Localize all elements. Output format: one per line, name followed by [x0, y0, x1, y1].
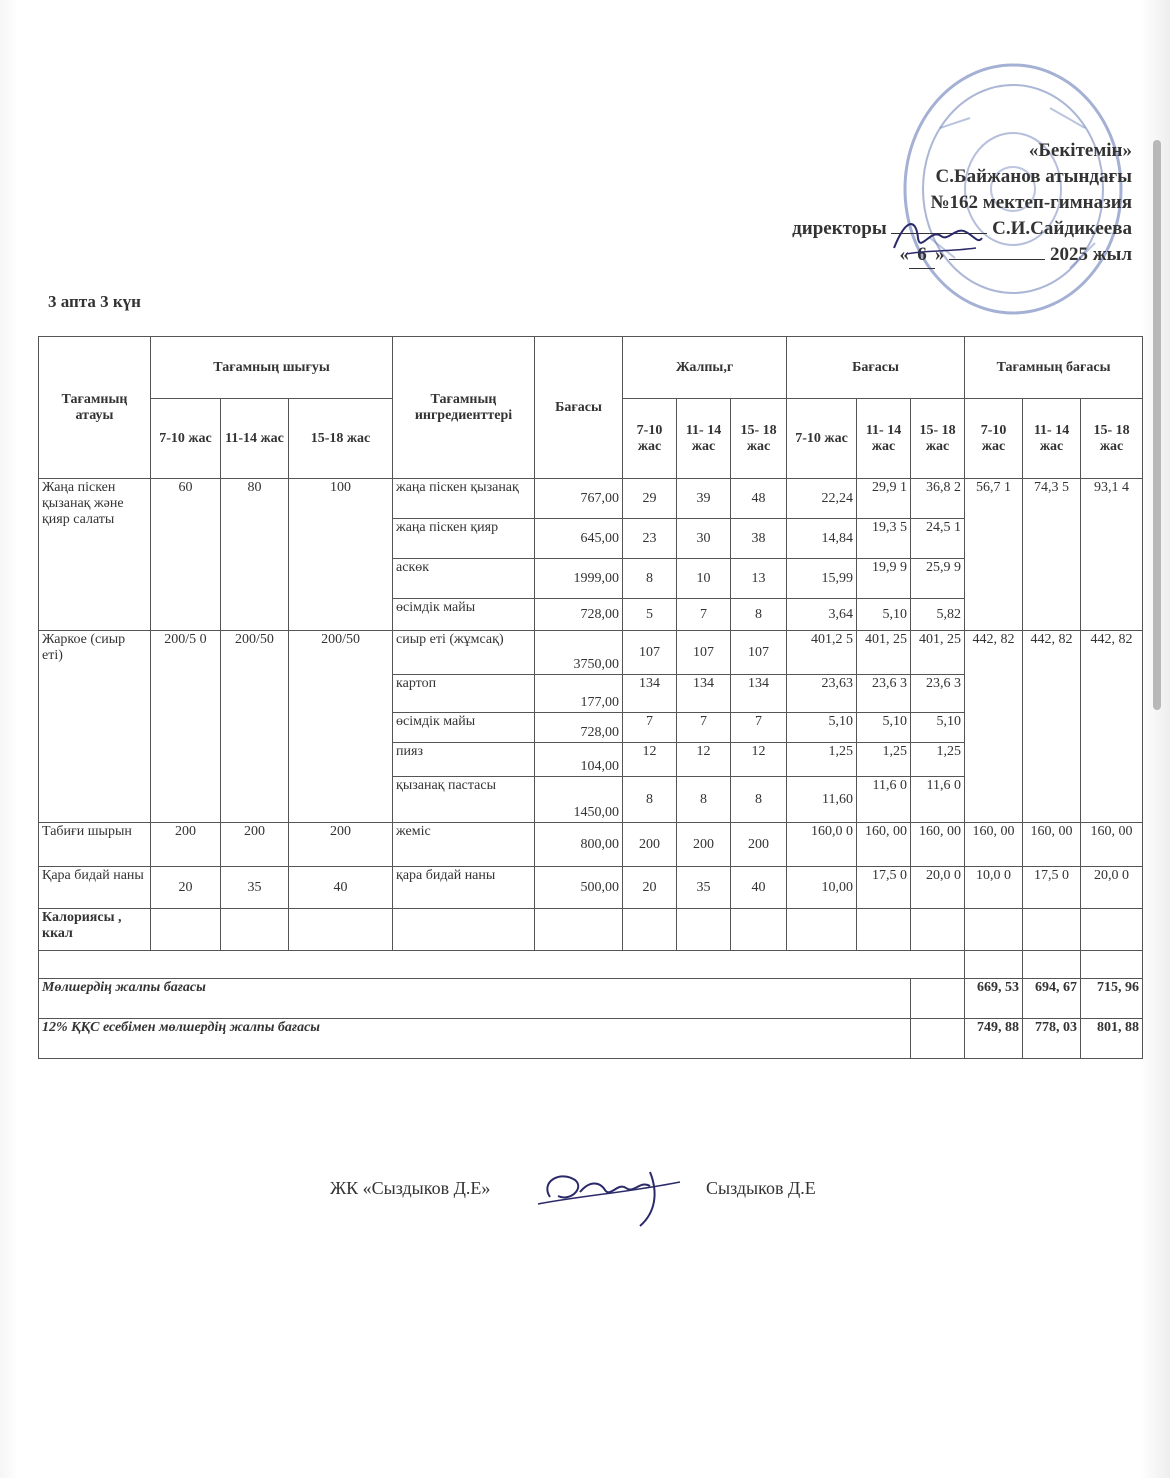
ingredient-cost: 401,2 5 [787, 631, 857, 675]
date-close-quote: » [934, 244, 945, 265]
ingredient-cost: 36,8 2 [911, 479, 965, 519]
header-g-age: 15- 18 жас [731, 399, 787, 479]
ingredient-name: пияз [393, 743, 535, 777]
ingredient-cost: 5,10 [787, 713, 857, 743]
ingredient-g: 200 [731, 823, 787, 867]
header-dishcost-age: 15- 18 жас [1081, 399, 1143, 479]
header-output-age: 15-18 жас [289, 399, 393, 479]
ingredient-name: жаңа піскен қызанақ [393, 479, 535, 519]
dish-name: Жаңа піскен қызанақ және қияр салаты [39, 479, 151, 631]
total-value: 715, 96 [1081, 979, 1143, 1019]
total-label: Мөлшердің жалпы бағасы [39, 979, 911, 1019]
ingredient-name: жеміс [393, 823, 535, 867]
ingredient-g: 107 [623, 631, 677, 675]
ingredient-cost: 1,25 [787, 743, 857, 777]
ingredient-g: 30 [677, 519, 731, 559]
dish-total-cost: 442, 82 [1023, 631, 1081, 823]
dish-total-cost: 56,7 1 [965, 479, 1023, 631]
header-dish-name: Тағамның атауы [39, 337, 151, 479]
dish-total-cost: 17,5 0 [1023, 867, 1081, 909]
ingredient-g: 20 [623, 867, 677, 909]
approval-school-line1: С.Байжанов атындағы [935, 166, 1132, 187]
ingredient-cost: 19,9 9 [857, 559, 911, 599]
ingredient-cost: 160,0 0 [787, 823, 857, 867]
director-signature-icon [886, 208, 986, 268]
calories-row [39, 909, 1143, 951]
ingredient-cost: 25,9 9 [911, 559, 965, 599]
approval-day: 6 [909, 242, 935, 269]
ingredient-name: өсімдік майы [393, 713, 535, 743]
ingredient-name: жаңа піскен қияр [393, 519, 535, 559]
header-dish-cost: Тағамның бағасы [965, 337, 1143, 399]
ingredient-g: 5 [623, 599, 677, 631]
dish-output: 200/50 [221, 631, 289, 823]
header-cost-age: 7-10 жас [787, 399, 857, 479]
ingredient-price: 500,00 [535, 867, 623, 909]
approval-title: «Бекітемін» [1028, 140, 1132, 161]
ingredient-cost: 20,0 0 [911, 867, 965, 909]
ingredient-g: 8 [731, 599, 787, 631]
calories-label: Калориясы , ккал [39, 909, 151, 951]
ingredient-g: 39 [677, 479, 731, 519]
header-cost-age: 11- 14 жас [857, 399, 911, 479]
approval-director-label: директоры [792, 218, 887, 239]
dish-output: 200 [151, 823, 221, 867]
ingredient-g: 23 [623, 519, 677, 559]
header-total-g: Жалпы,г [623, 337, 787, 399]
ingredient-cost: 1,25 [857, 743, 911, 777]
ingredient-cost: 29,9 1 [857, 479, 911, 519]
ingredient-cost: 23,6 3 [857, 675, 911, 713]
ingredient-cost: 401, 25 [857, 631, 911, 675]
ingredient-cost: 14,84 [787, 519, 857, 559]
header-dishcost-age: 7-10 жас [965, 399, 1023, 479]
ingredient-price: 104,00 [535, 743, 623, 777]
dish-total-cost: 442, 82 [1081, 631, 1143, 823]
ingredient-cost: 19,3 5 [857, 519, 911, 559]
dish-output: 200 [221, 823, 289, 867]
ingredient-g: 12 [623, 743, 677, 777]
dish-total-cost: 160, 00 [1023, 823, 1081, 867]
ingredient-g: 8 [623, 777, 677, 823]
header-dishcost-age: 11- 14 жас [1023, 399, 1081, 479]
ingredient-name: сиыр еті (жұмсақ) [393, 631, 535, 675]
dish-total-cost: 93,1 4 [1081, 479, 1143, 631]
ingredient-g: 12 [731, 743, 787, 777]
ingredient-name: аскөк [393, 559, 535, 599]
header-g-age: 7-10 жас [623, 399, 677, 479]
table-row [39, 479, 1143, 519]
ingredient-cost: 11,60 [787, 777, 857, 823]
ingredient-price: 728,00 [535, 599, 623, 631]
total-value: 669, 53 [965, 979, 1023, 1019]
ingredient-cost: 160, 00 [857, 823, 911, 867]
ingredient-price: 800,00 [535, 823, 623, 867]
ingredient-cost: 5,10 [911, 713, 965, 743]
approval-school-line2: №162 мектеп-гимназия [930, 192, 1132, 213]
ingredient-g: 7 [677, 599, 731, 631]
ingredient-cost: 23,6 3 [911, 675, 965, 713]
table-row [39, 631, 1143, 675]
dish-name: Табиғи шырын [39, 823, 151, 867]
ingredient-g: 8 [677, 777, 731, 823]
ingredient-name: өсімдік майы [393, 599, 535, 631]
spacer-row [39, 951, 1143, 979]
ingredient-g: 48 [731, 479, 787, 519]
ingredient-g: 8 [731, 777, 787, 823]
table-row [39, 823, 1143, 867]
ingredient-g: 200 [623, 823, 677, 867]
ingredient-cost: 24,5 1 [911, 519, 965, 559]
ingredient-g: 12 [677, 743, 731, 777]
header-output: Тағамның шығуы [151, 337, 393, 399]
header-ingredients: Тағамның ингредиенттері [393, 337, 535, 479]
dish-total-cost: 160, 00 [1081, 823, 1143, 867]
header-output-age: 11-14 жас [221, 399, 289, 479]
ingredient-cost: 11,6 0 [857, 777, 911, 823]
ingredient-g: 7 [731, 713, 787, 743]
ingredient-price: 1450,00 [535, 777, 623, 823]
ingredient-g: 13 [731, 559, 787, 599]
total-vat-label: 12% ҚҚС есебімен мөлшердің жалпы бағасы [39, 1019, 911, 1059]
ingredient-g: 7 [623, 713, 677, 743]
dish-output: 60 [151, 479, 221, 631]
ingredient-g: 10 [677, 559, 731, 599]
week-day-label: 3 апта 3 күн [48, 292, 141, 311]
dish-name: Жаркое (сиыр еті) [39, 631, 151, 823]
total-value: 694, 67 [1023, 979, 1081, 1019]
total-row [39, 1019, 1143, 1059]
approval-director-name: С.И.Сайдикеева [992, 218, 1132, 239]
ingredient-g: 134 [623, 675, 677, 713]
ingredient-price: 645,00 [535, 519, 623, 559]
total-vat-value: 749, 88 [965, 1019, 1023, 1059]
header-price: Бағасы [535, 337, 623, 479]
menu-table [38, 336, 1143, 1059]
header-cost-age: 15- 18 жас [911, 399, 965, 479]
dish-output: 40 [289, 867, 393, 909]
dish-output: 35 [221, 867, 289, 909]
ingredient-name: қара бидай наны [393, 867, 535, 909]
ingredient-cost: 401, 25 [911, 631, 965, 675]
ingredient-price: 1999,00 [535, 559, 623, 599]
ingredient-g: 200 [677, 823, 731, 867]
ingredient-cost: 3,64 [787, 599, 857, 631]
ingredient-g: 107 [731, 631, 787, 675]
ingredient-name: қызанақ пастасы [393, 777, 535, 823]
signature-icon [530, 1152, 690, 1232]
ingredient-name: картоп [393, 675, 535, 713]
dish-output: 200/50 [289, 631, 393, 823]
ingredient-price: 728,00 [535, 713, 623, 743]
ingredient-g: 38 [731, 519, 787, 559]
dish-output: 80 [221, 479, 289, 631]
dish-total-cost: 74,3 5 [1023, 479, 1081, 631]
ingredient-cost: 5,10 [857, 599, 911, 631]
header-output-age: 7-10 жас [151, 399, 221, 479]
date-open-quote: « [899, 244, 909, 265]
ingredient-g: 134 [731, 675, 787, 713]
ingredient-cost: 15,99 [787, 559, 857, 599]
dish-output: 200/5 0 [151, 631, 221, 823]
ingredient-g: 8 [623, 559, 677, 599]
ingredient-g: 134 [677, 675, 731, 713]
dish-name: Қара бидай наны [39, 867, 151, 909]
dish-total-cost: 20,0 0 [1081, 867, 1143, 909]
ingredient-price: 3750,00 [535, 631, 623, 675]
ingredient-price: 767,00 [535, 479, 623, 519]
ingredient-cost: 5,82 [911, 599, 965, 631]
ingredient-cost: 160, 00 [911, 823, 965, 867]
dish-total-cost: 160, 00 [965, 823, 1023, 867]
ingredient-cost: 1,25 [911, 743, 965, 777]
dish-total-cost: 442, 82 [965, 631, 1023, 823]
total-vat-value: 778, 03 [1023, 1019, 1081, 1059]
footer-company: ЖК «Сыздыков Д.Е» [330, 1178, 491, 1198]
dish-output: 200 [289, 823, 393, 867]
dish-output: 20 [151, 867, 221, 909]
total-vat-value: 801, 88 [1081, 1019, 1143, 1059]
ingredient-cost: 22,24 [787, 479, 857, 519]
scrollbar[interactable] [1153, 140, 1161, 710]
ingredient-g: 29 [623, 479, 677, 519]
dish-total-cost: 10,0 0 [965, 867, 1023, 909]
dish-output: 100 [289, 479, 393, 631]
total-row [39, 979, 1143, 1019]
ingredient-g: 7 [677, 713, 731, 743]
ingredient-cost: 10,00 [787, 867, 857, 909]
ingredient-cost: 5,10 [857, 713, 911, 743]
footer-name: Сыздыков Д.Е [706, 1178, 816, 1198]
ingredient-cost: 17,5 0 [857, 867, 911, 909]
header-g-age: 11- 14 жас [677, 399, 731, 479]
table-row [39, 867, 1143, 909]
ingredient-cost: 11,6 0 [911, 777, 965, 823]
ingredient-g: 35 [677, 867, 731, 909]
ingredient-price: 177,00 [535, 675, 623, 713]
approval-year: 2025 жыл [1049, 244, 1132, 265]
header-cost: Бағасы [787, 337, 965, 399]
ingredient-g: 107 [677, 631, 731, 675]
ingredient-cost: 23,63 [787, 675, 857, 713]
ingredient-g: 40 [731, 867, 787, 909]
